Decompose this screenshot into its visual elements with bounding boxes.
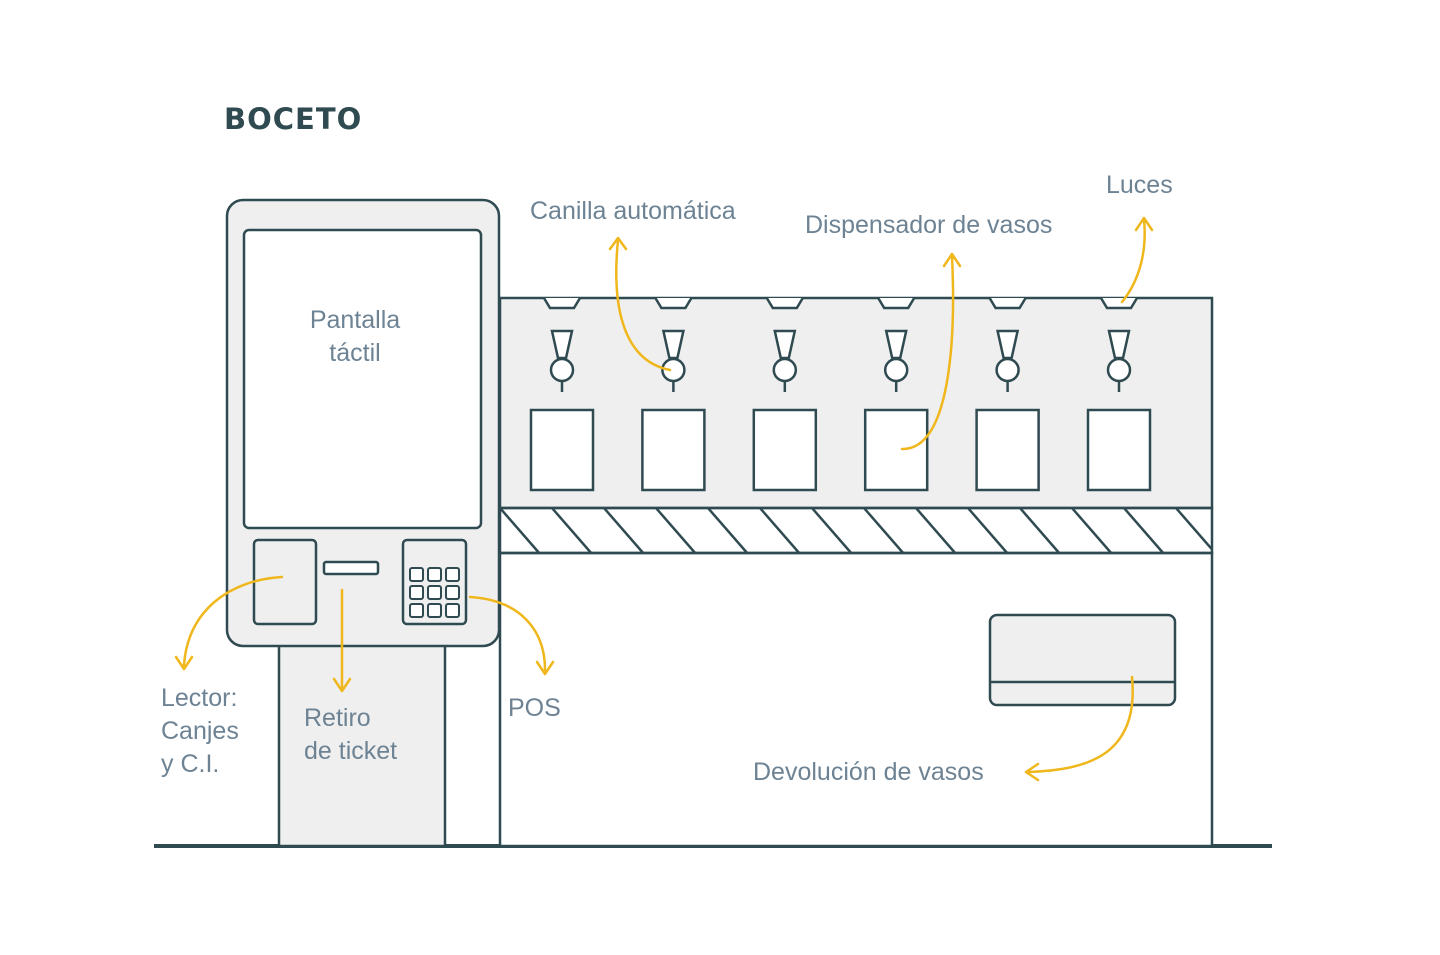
cup-return-slot[interactable] <box>990 615 1175 705</box>
reader-label-line-2: Canjes <box>161 717 239 745</box>
cup-dispenser[interactable] <box>977 410 1039 490</box>
light-fixture <box>767 298 803 308</box>
reader-label <box>161 682 239 781</box>
cup-dispenser[interactable] <box>1088 410 1150 490</box>
pos-key[interactable] <box>446 568 459 581</box>
ticket-label-line-1: Retiro <box>304 704 371 732</box>
pos-key[interactable] <box>410 568 423 581</box>
dispenser-label: Dispensador de vasos <box>805 211 1053 239</box>
cup-dispenser[interactable] <box>754 410 816 490</box>
tap-valve <box>1108 359 1130 381</box>
pos-label: POS <box>508 694 561 722</box>
light-fixture <box>878 298 914 308</box>
screen-label <box>304 304 406 370</box>
light-fixture <box>990 298 1026 308</box>
lights-label: Luces <box>1106 171 1173 199</box>
reader-label-line-3: y C.I. <box>161 750 220 778</box>
screen-label-line-1: Pantalla <box>309 306 401 334</box>
card-reader[interactable] <box>254 540 316 624</box>
tap-valve <box>885 359 907 381</box>
pos-key[interactable] <box>428 586 441 599</box>
return-label: Devolución de vasos <box>753 758 984 786</box>
cup-dispenser[interactable] <box>865 410 927 490</box>
light-fixture <box>1101 298 1137 308</box>
pos-key[interactable] <box>428 568 441 581</box>
pos-key[interactable] <box>446 586 459 599</box>
lights-callout-arrow <box>1122 218 1152 302</box>
touch-screen[interactable] <box>244 230 481 528</box>
pos-key[interactable] <box>446 604 459 617</box>
tap-valve <box>551 359 573 381</box>
cup-dispenser[interactable] <box>531 410 593 490</box>
cup-dispenser[interactable] <box>642 410 704 490</box>
screen-label-line-2: táctil <box>329 339 381 367</box>
ticket-label-line-2: de ticket <box>304 737 398 765</box>
ticket-label <box>304 702 397 768</box>
reader-label-line-1: Lector: <box>161 684 238 712</box>
hatched-band <box>500 508 1212 553</box>
tap-valve <box>997 359 1019 381</box>
tap-valve <box>774 359 796 381</box>
pos-key[interactable] <box>410 586 423 599</box>
light-fixture <box>655 298 691 308</box>
pos-key[interactable] <box>428 604 441 617</box>
page-title: BOCETO <box>224 102 363 136</box>
light-fixture <box>544 298 580 308</box>
ticket-slot <box>324 562 378 574</box>
tap-label: Canilla automática <box>530 197 736 225</box>
pos-key[interactable] <box>410 604 423 617</box>
